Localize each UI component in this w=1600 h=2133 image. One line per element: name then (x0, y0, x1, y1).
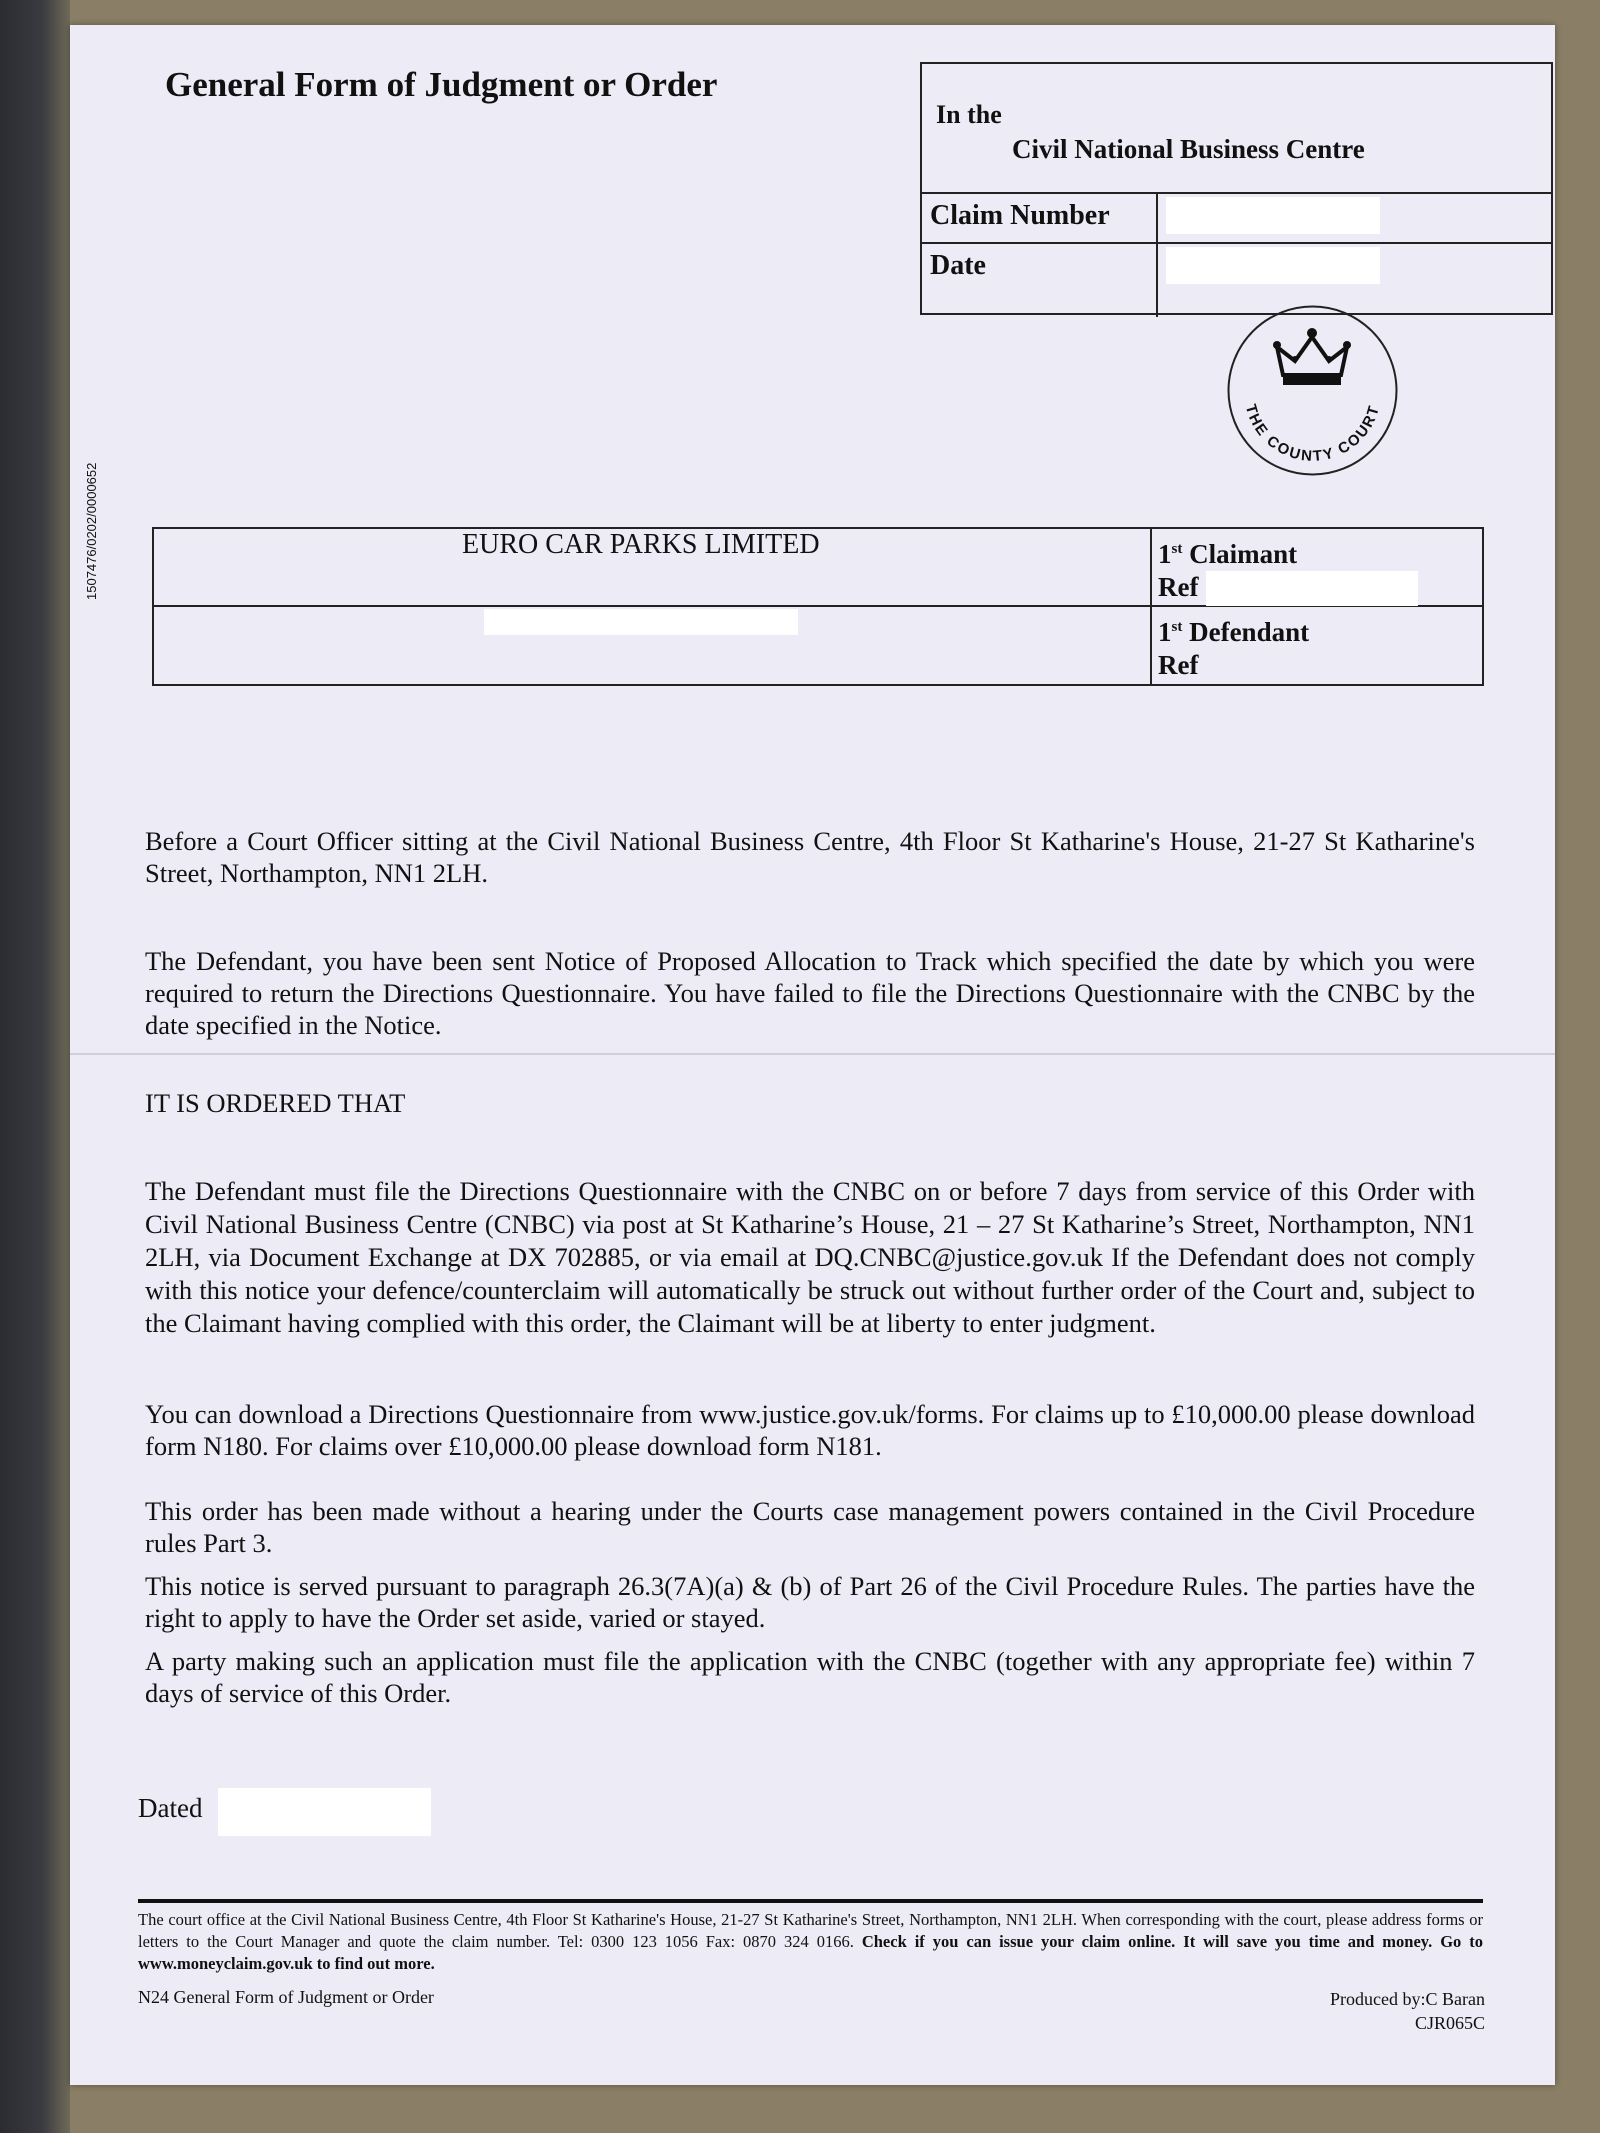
parties-table (152, 527, 1484, 686)
defendant-name-redaction (484, 609, 798, 635)
without-hearing-paragraph: This order has been made without a hearing under the Courts case management powers contained in the Civil Procedure rules Part 3. (145, 1496, 1475, 1558)
application-paragraph: A party making such an application must file the application with the CNBC (together with any appropriate fee) within 7 days of service of this Order. (145, 1646, 1475, 1708)
ordered-heading: IT IS ORDERED THAT (145, 1088, 406, 1118)
before-court-paragraph: Before a Court Officer sitting at the Civil National Business Centre, 4th Floor St Katharine's House, 21-27 St Katharine's Street, Northampton, NN1 2LH. (145, 826, 1475, 888)
order-paragraph: The Defendant must file the Directions Questionnaire with the CNBC on or before 7 days from service of this Order with Civil National Business Centre (CNBC) via post at St Katharine’s House, 21 – 27 St Katharine’s Street, Northampton, NN1 2LH, via Document Exchange at DX 702885, or via email at DQ.CNBC@justice.gov.uk If the Defendant does not comply with this notice your defence/counterclaim will automatically be struck out without further order of the Court and, subject to the Claimant having complied with this order, the Claimant will be at liberty to enter judgment. (145, 1176, 1475, 1338)
background-left (0, 0, 70, 2133)
defendant-role (1158, 611, 1309, 682)
side-reference: 1507476/0202/0000652 (84, 462, 99, 600)
seal-text: THE COUNTY COURT (1241, 402, 1384, 466)
produced-by-block (1330, 1987, 1485, 2035)
claimant-ordinal-suffix: st (1171, 541, 1183, 557)
produced-by: Produced by:C Baran (1330, 1989, 1485, 2009)
svg-text:THE COUNTY COURT (1242, 402, 1384, 465)
claimant-ref-redaction (1206, 571, 1418, 606)
parties-divider (1150, 529, 1152, 684)
county-court-seal (1225, 303, 1400, 478)
dated-label: Dated (138, 1793, 203, 1823)
in-the-label: In the (936, 100, 1002, 129)
footer-office-plain: The court office at the Civil National Business Centre, 4th Floor St Katharine's House, 21-27 St Katharine's Street, Northampton, NN1 2LH. When corresponding with the court, please address forms or letters to the Court Manager and quote the claim number. Tel: 0300 123 1056 Fax: 0870 324 0166. (138, 1910, 1483, 1951)
notice-paragraph: The Defendant, you have been sent Notice of Proposed Allocation to Track which specified the date by which you were required to return the Directions Questionnaire. You have failed to file the Directions Questionnaire with the CNBC by the date specified in the Notice. (145, 946, 1475, 1040)
document-page (70, 25, 1555, 2085)
form-title: General Form of Judgment or Order (165, 65, 718, 104)
defendant-ordinal: 1 (1158, 617, 1172, 647)
paper-fold (70, 1053, 1555, 1055)
claim-number-label: Claim Number (930, 200, 1110, 231)
form-code: CJR065C (1414, 2013, 1485, 2033)
claimant-ordinal: 1 (1158, 539, 1172, 569)
claimant-role-label: Claimant (1189, 539, 1298, 569)
defendant-role-label: Defendant (1189, 617, 1310, 647)
claimant-ref-label: Ref (1158, 572, 1199, 602)
download-paragraph: You can download a Directions Questionnaire from www.justice.gov.uk/forms. For claims up to £10,000.00 please download form N180. For claims over £10,000.00 please download form N181. (145, 1399, 1475, 1461)
date-label: Date (930, 250, 986, 281)
form-name: N24 General Form of Judgment or Order (138, 1987, 434, 2007)
date-redaction (1166, 247, 1380, 284)
row-divider (1156, 194, 1158, 242)
footer-rule (138, 1899, 1483, 1903)
footer-online-notice: Check if you can issue your claim online. It will save you time and money. Go to www.moneyclaim.gov.uk to find out more. (138, 1932, 1484, 1973)
claim-number-redaction (1166, 197, 1380, 234)
defendant-ordinal-suffix: st (1171, 619, 1183, 635)
dated-redaction (218, 1788, 431, 1836)
footer-office-text (138, 1909, 1483, 1975)
row-divider (1156, 244, 1158, 317)
crown-icon (1273, 328, 1351, 385)
claim-number-row (922, 192, 1551, 242)
claimant-name: EURO CAR PARKS LIMITED (462, 529, 820, 560)
served-pursuant-paragraph: This notice is served pursuant to paragraph 26.3(7A)(a) & (b) of Part 26 of the Civil Procedure Rules. The parties have the right to apply to have the Order set aside, varied or stayed. (145, 1571, 1475, 1633)
court-details-box (920, 62, 1553, 315)
court-name: Civil National Business Centre (1012, 134, 1365, 164)
defendant-ref-label: Ref (1158, 650, 1199, 680)
